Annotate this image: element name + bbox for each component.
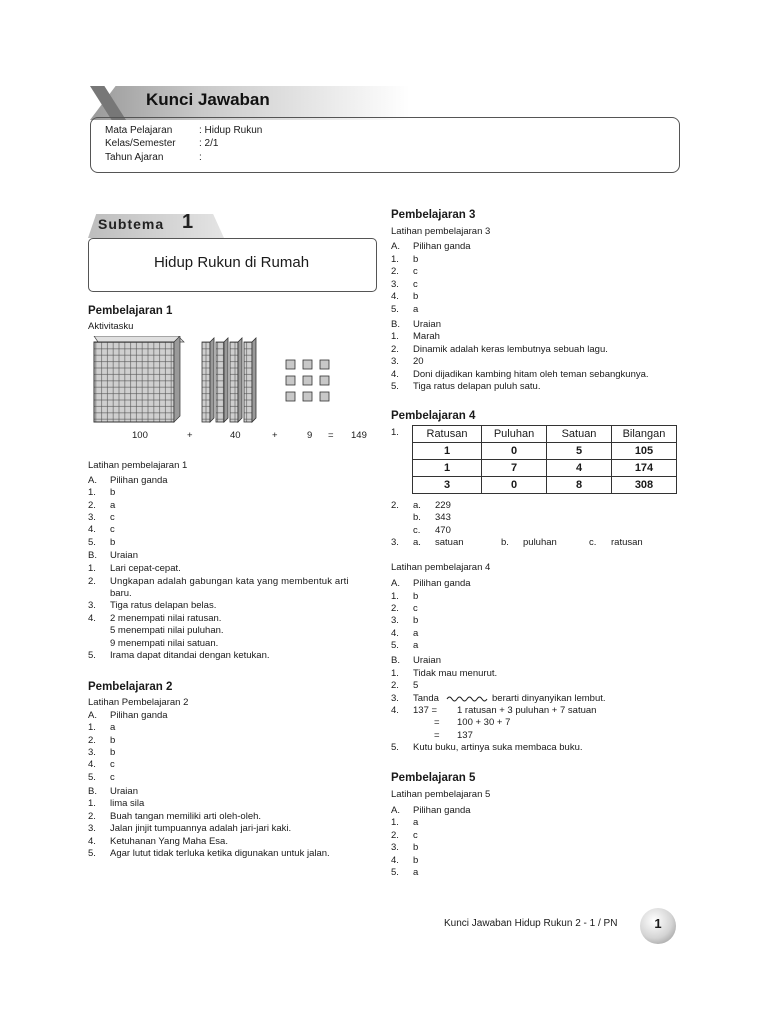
answer-num: 4. <box>391 628 399 639</box>
list-label: A. <box>391 578 400 589</box>
answer-value: c <box>110 772 115 783</box>
list-label: B. <box>391 655 400 666</box>
answer-text: Irama dapat ditandai dengan ketukan. <box>110 650 270 661</box>
answer-text: Tidak mau menurut. <box>413 668 498 679</box>
section-heading: Pembelajaran 5 <box>391 772 476 784</box>
answer-num: 4. <box>391 369 399 380</box>
tens-rods-icon <box>202 338 256 422</box>
table-cell: 0 <box>482 477 547 494</box>
answer-text: Jalan jinjit tumpuannya adalah jari-jari kaki. <box>110 823 292 834</box>
answer-value: c <box>413 279 418 290</box>
table-cell: 174 <box>612 460 677 477</box>
answer-value: a <box>413 817 419 828</box>
answer-value: c <box>413 266 418 277</box>
info-value: : <box>199 152 202 163</box>
answer-num: 2. <box>88 811 96 822</box>
latihan-title: Latihan pembelajaran 3 <box>391 226 491 237</box>
table-cell: 7 <box>482 460 547 477</box>
answer-value: a <box>413 628 419 639</box>
answer-value: satuan <box>435 537 464 548</box>
answer-num: 5. <box>391 304 399 315</box>
answer-num: 3. <box>88 600 96 611</box>
answer-value: b <box>110 487 116 498</box>
subtema-number: 1 <box>182 211 194 233</box>
ones-cubes-icon <box>286 360 329 401</box>
list-label: A. <box>391 241 400 252</box>
answer-text: Dinamik adalah keras lembutnya sebuah lagu. <box>413 344 608 355</box>
equation-result: 149 <box>351 430 367 441</box>
answer-value: a <box>413 867 419 878</box>
list-title: Uraian <box>110 550 138 561</box>
answer-value: a <box>413 640 419 651</box>
section-heading: Pembelajaran 2 <box>88 681 173 693</box>
table-cell: 5 <box>547 443 612 460</box>
info-key: Mata Pelajaran <box>105 125 173 136</box>
answer-letter: b. <box>413 512 421 523</box>
equation-term: 9 <box>307 430 313 441</box>
table-header: Bilangan <box>612 426 677 443</box>
place-value-table <box>412 425 677 494</box>
answer-text: Ketuhanan Yang Maha Esa. <box>110 836 228 847</box>
activity-label: Aktivitasku <box>88 321 134 332</box>
list-label: B. <box>88 786 97 797</box>
equation-lhs: 137 = <box>413 705 438 716</box>
decrescendo-wave-icon <box>446 694 490 704</box>
equation-term: 100 <box>132 430 148 441</box>
answer-letter: c. <box>589 537 597 548</box>
latihan-title: Latihan pembelajaran 1 <box>88 460 188 471</box>
answer-value: b <box>413 591 419 602</box>
equation-rhs: 1 ratusan + 3 puluhan + 7 satuan <box>457 705 597 716</box>
answer-text: 20 <box>413 356 424 367</box>
latihan-title: Latihan pembelajaran 5 <box>391 789 491 800</box>
list-title: Uraian <box>110 786 138 797</box>
answer-value: c <box>413 830 418 841</box>
answer-value: 229 <box>435 500 451 511</box>
answer-num: 3. <box>88 823 96 834</box>
base-ten-blocks-illustration <box>90 336 380 426</box>
table-row <box>413 443 677 460</box>
answer-value: 470 <box>435 525 451 536</box>
answer-text: Doni dijadikan kambing hitam oleh teman sebangkunya. <box>413 369 649 380</box>
answer-text: Lari cepat-cepat. <box>110 563 181 574</box>
table-header: Puluhan <box>482 426 547 443</box>
answer-num: 4. <box>88 613 96 624</box>
answer-num: 4. <box>88 524 96 535</box>
answer-num: 2. <box>391 266 399 277</box>
equation-rhs: 137 <box>457 730 473 741</box>
answer-num: 1. <box>391 254 399 265</box>
answer-num: 2. <box>88 576 96 587</box>
answer-value: b <box>413 254 419 265</box>
answer-num: 1. <box>391 591 399 602</box>
answer-num: 1. <box>88 798 96 809</box>
section-heading: Pembelajaran 3 <box>391 209 476 221</box>
answer-value: puluhan <box>523 537 557 548</box>
answer-num: 4. <box>88 759 96 770</box>
list-label: A. <box>88 475 97 486</box>
answer-num: 1. <box>88 563 96 574</box>
equation-op: + <box>272 430 278 441</box>
section-heading: Pembelajaran 4 <box>391 410 476 422</box>
answer-num: 2. <box>391 680 399 691</box>
answer-letter: a. <box>413 500 421 511</box>
answer-num: 1. <box>88 487 96 498</box>
table-cell: 3 <box>413 477 482 494</box>
answer-num: 3. <box>391 842 399 853</box>
answer-text: 9 menempati nilai satuan. <box>110 638 219 649</box>
answer-num: 5. <box>391 640 399 651</box>
answer-text: Marah <box>413 331 440 342</box>
table-header-row <box>413 426 677 443</box>
answer-num: 1. <box>391 817 399 828</box>
answer-num: 2. <box>391 344 399 355</box>
answer-value: 343 <box>435 512 451 523</box>
answer-num: 3. <box>88 747 96 758</box>
answer-num: 4. <box>391 855 399 866</box>
answer-num: 2. <box>391 500 399 511</box>
list-title: Pilihan ganda <box>413 805 471 816</box>
answer-text: 2 menempati nilai ratusan. <box>110 613 222 624</box>
answer-text: Tanda <box>413 693 439 704</box>
theme-title: Hidup Rukun di Rumah <box>153 254 310 271</box>
answer-value: b <box>110 735 116 746</box>
answer-num: 5. <box>88 537 96 548</box>
list-title: Pilihan ganda <box>413 578 471 589</box>
answer-value: b <box>413 615 419 626</box>
answer-num: 2. <box>391 603 399 614</box>
answer-num: 5. <box>88 848 96 859</box>
answer-num: 5. <box>88 772 96 783</box>
answer-value: b <box>413 842 419 853</box>
equation-rhs: 100 + 30 + 7 <box>457 717 511 728</box>
table-cell: 105 <box>612 443 677 460</box>
list-title: Uraian <box>413 655 441 666</box>
answer-num: 5. <box>391 381 399 392</box>
equation-lhs: = <box>434 730 440 741</box>
equation-term: 40 <box>230 430 241 441</box>
table-cell: 1 <box>413 443 482 460</box>
answer-value: ratusan <box>611 537 643 548</box>
answer-text: baru. <box>110 588 132 599</box>
page-title: Kunci Jawaban <box>146 90 270 109</box>
answer-num: 3. <box>391 537 399 548</box>
answer-text: Kutu buku, artinya suka membaca buku. <box>413 742 583 753</box>
list-title: Uraian <box>413 319 441 330</box>
latihan-title: Latihan pembelajaran 4 <box>391 562 491 573</box>
answer-value: a <box>110 500 116 511</box>
table-cell: 308 <box>612 477 677 494</box>
answer-num: 2. <box>88 500 96 511</box>
page-number: 1 <box>654 916 662 931</box>
answer-text: 5 <box>413 680 419 691</box>
list-title: Pilihan ganda <box>110 710 168 721</box>
answer-letter: c. <box>413 525 421 536</box>
list-title: Pilihan ganda <box>110 475 168 486</box>
table-cell: 1 <box>413 460 482 477</box>
answer-text: Tiga ratus delapan puluh satu. <box>413 381 541 392</box>
answer-num: 1. <box>88 722 96 733</box>
answer-num: 1. <box>391 331 399 342</box>
answer-value: b <box>413 291 419 302</box>
answer-text: Tiga ratus delapan belas. <box>110 600 217 611</box>
list-label: B. <box>391 319 400 330</box>
answer-value: a <box>413 304 419 315</box>
list-label: B. <box>88 550 97 561</box>
equation-op: = <box>328 430 334 441</box>
list-title: Pilihan ganda <box>413 241 471 252</box>
answer-text: Buah tangan memiliki arti oleh-oleh. <box>110 811 262 822</box>
list-label: A. <box>88 710 97 721</box>
answer-num: 3. <box>391 279 399 290</box>
latihan-title: Latihan Pembelajaran 2 <box>88 697 189 708</box>
answer-num: 1. <box>391 427 399 438</box>
answer-letter: a. <box>413 537 421 548</box>
answer-value: c <box>110 524 115 535</box>
answer-num: 1. <box>391 668 399 679</box>
info-value: : Hidup Rukun <box>199 125 263 136</box>
info-box <box>90 117 680 173</box>
answer-num: 3. <box>391 693 399 704</box>
answer-num: 3. <box>391 356 399 367</box>
answer-value: c <box>110 759 115 770</box>
answer-text: 5 menempati nilai puluhan. <box>110 625 224 636</box>
answer-value: a <box>110 722 116 733</box>
table-header: Ratusan <box>413 426 482 443</box>
answer-num: 3. <box>88 512 96 523</box>
table-cell: 8 <box>547 477 612 494</box>
footer-text: Kunci Jawaban Hidup Rukun 2 - 1 / PN <box>444 918 618 929</box>
equation-lhs: = <box>434 717 440 728</box>
equation-op: + <box>187 430 193 441</box>
answer-num: 4. <box>88 836 96 847</box>
answer-num: 3. <box>391 615 399 626</box>
section-heading: Pembelajaran 1 <box>88 305 173 317</box>
answer-text: Ungkapan adalah gabungan kata yang membentuk arti <box>110 576 349 587</box>
subtema-label: Subtema <box>98 216 165 232</box>
info-value: : 2/1 <box>199 138 219 149</box>
info-key: Tahun Ajaran <box>105 152 164 163</box>
table-row <box>413 477 677 494</box>
table-cell: 4 <box>547 460 612 477</box>
answer-num: 2. <box>88 735 96 746</box>
list-label: A. <box>391 805 400 816</box>
answer-value: b <box>110 747 116 758</box>
answer-value: b <box>413 855 419 866</box>
answer-value: b <box>110 537 116 548</box>
answer-num: 2. <box>391 830 399 841</box>
info-key: Kelas/Semester <box>105 138 176 149</box>
answer-text: lima sila <box>110 798 145 809</box>
answer-text: Agar lutut tidak terluka ketika digunakan untuk jalan. <box>110 848 330 859</box>
answer-letter: b. <box>501 537 509 548</box>
answer-num: 4. <box>391 291 399 302</box>
answer-num: 4. <box>391 705 399 716</box>
answer-text: berarti dinyanyikan lembut. <box>492 693 606 704</box>
answer-num: 5. <box>391 867 399 878</box>
answer-value: c <box>413 603 418 614</box>
table-header: Satuan <box>547 426 612 443</box>
answer-value: c <box>110 512 115 523</box>
table-cell: 0 <box>482 443 547 460</box>
table-row <box>413 460 677 477</box>
answer-num: 5. <box>391 742 399 753</box>
answer-num: 5. <box>88 650 96 661</box>
hundreds-block-icon <box>94 336 184 422</box>
